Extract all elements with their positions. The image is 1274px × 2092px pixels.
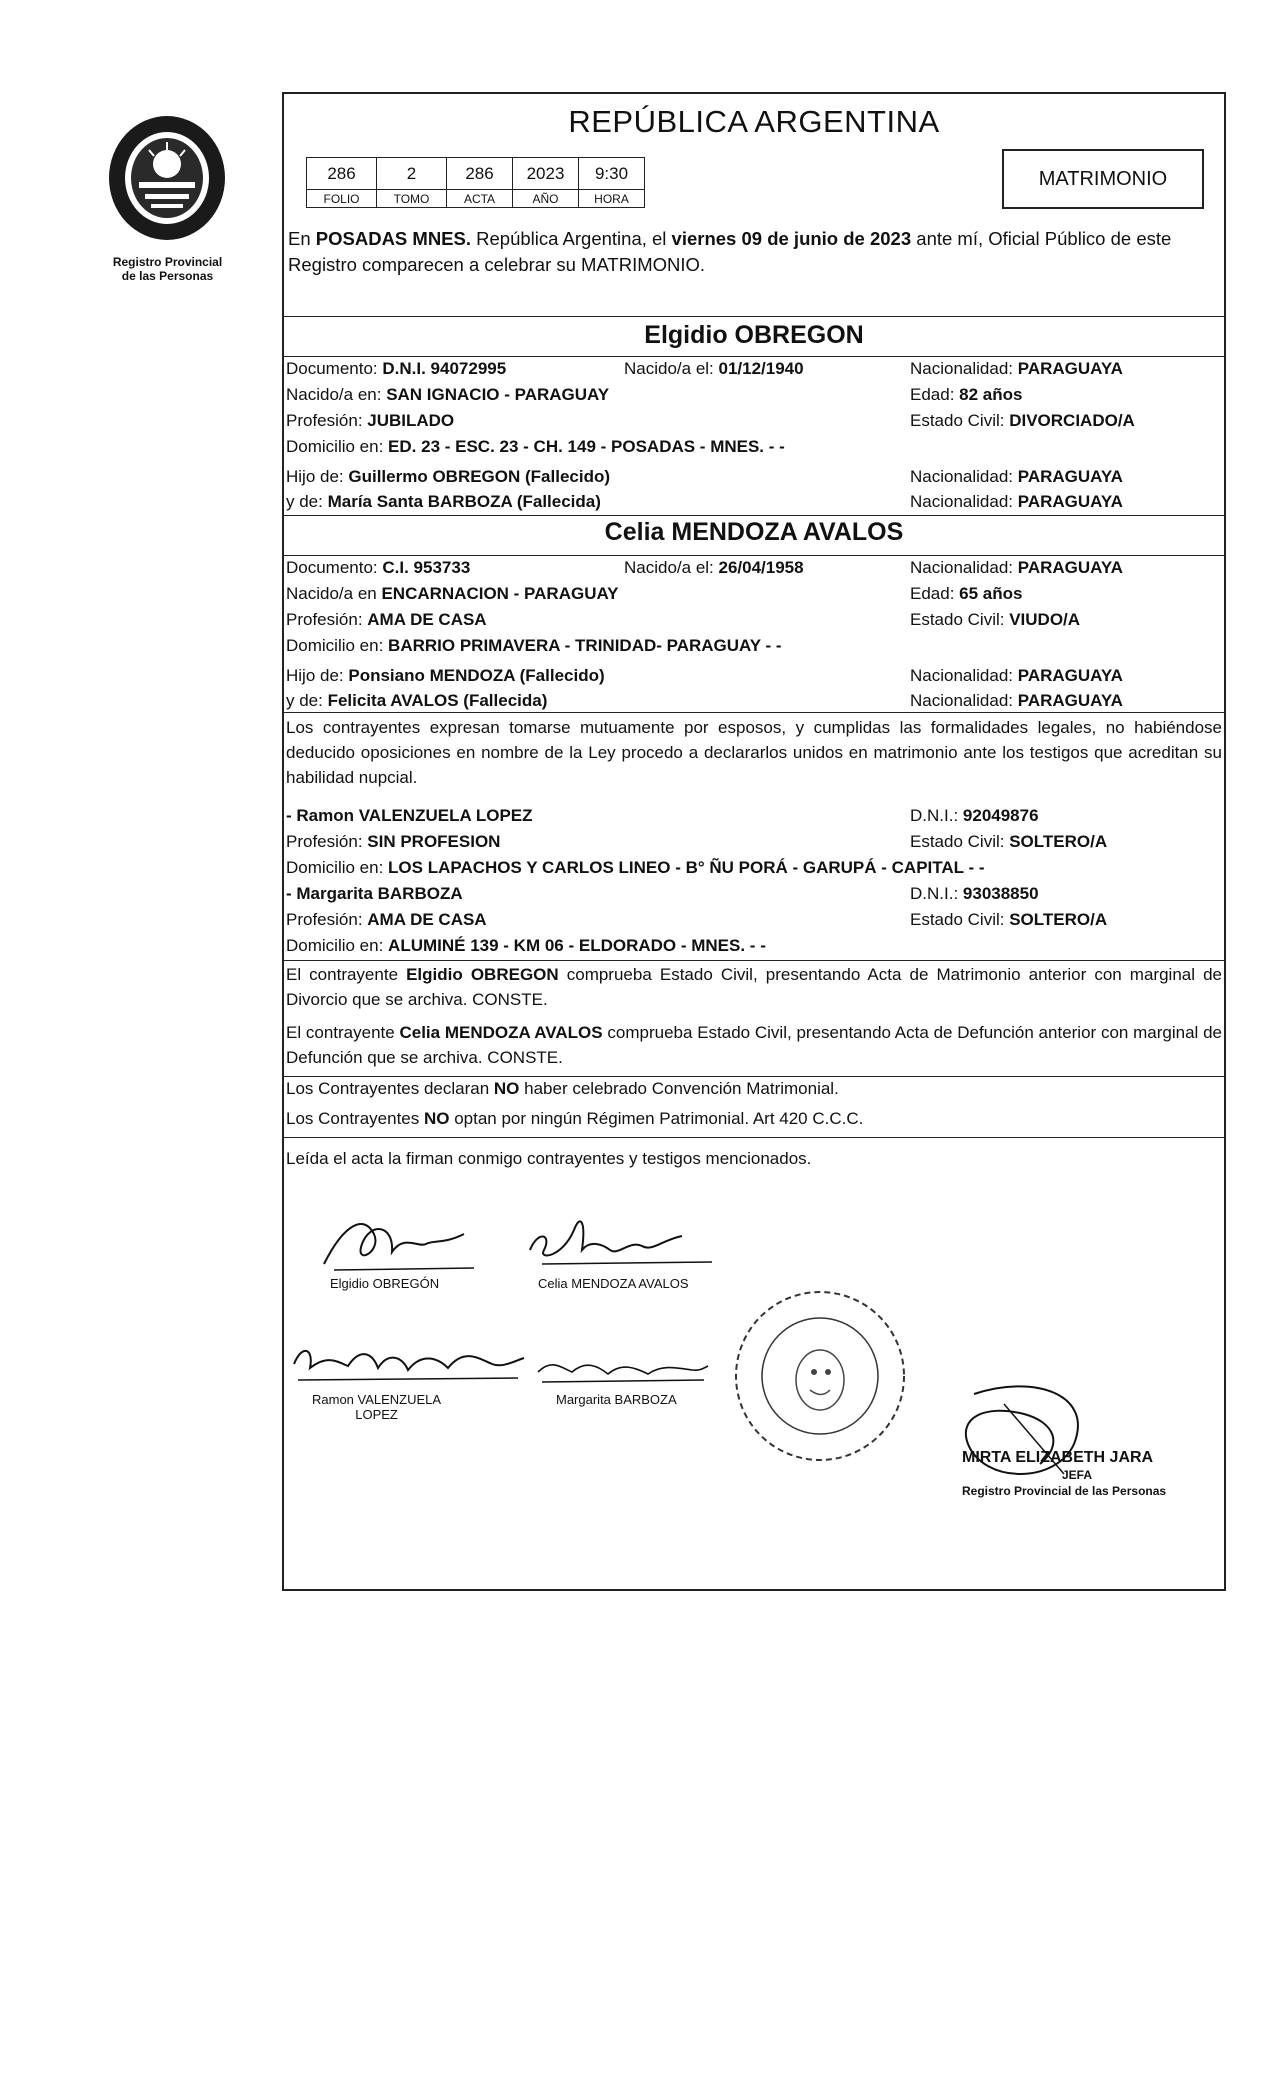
registry-logo xyxy=(100,112,235,283)
contrayente1-mother-nat: PARAGUAYA xyxy=(1017,492,1123,511)
oficial-office: Registro Provincial de las Personas xyxy=(962,1484,1167,1498)
acta-registry-table xyxy=(306,157,645,208)
testigo2-prof: AMA DE CASA xyxy=(367,910,487,929)
registry-stamp-icon xyxy=(730,1286,910,1466)
contrayente2-civil: VIUDO/A xyxy=(1009,610,1081,629)
testigo2-dom: ALUMINÉ 139 - KM 06 - ELDORADO - MNES. - - xyxy=(388,936,766,955)
contrayente2-father: Ponsiano MENDOZA (Fallecido) xyxy=(348,666,605,685)
logo-caption: Registro Provincial de las Personas xyxy=(112,255,223,283)
regimen-line1: Los Contrayentes declaran NO haber celebrado Convención Matrimonial. xyxy=(286,1079,839,1098)
folio-value: 286 xyxy=(307,158,377,190)
acta-label: ACTA xyxy=(447,190,513,208)
contrayente1-father-nat: PARAGUAYA xyxy=(1017,467,1123,486)
anio-value: 2023 xyxy=(513,158,579,190)
contrayente1-father: Guillermo OBREGON (Fallecido) xyxy=(348,467,611,486)
oficial-name: MIRTA ELIZABETH JARA xyxy=(962,1449,1154,1466)
country-title: REPÚBLICA ARGENTINA xyxy=(568,104,940,139)
contrayente1-mother: María Santa BARBOZA (Fallecida) xyxy=(327,492,601,511)
signature-elgidio xyxy=(314,1204,484,1284)
nota-contrayente1: El contrayente Elgidio OBREGON comprueba Estado Civil, presentando Acta de Matrimonio anterior con marginal de Divorcio que se archiva. CONSTE. xyxy=(286,965,1222,1009)
contrayente2-prof: AMA DE CASA xyxy=(367,610,487,629)
contrayente2-dom: BARRIO PRIMAVERA - TRINIDAD- PARAGUAY - - xyxy=(388,636,782,655)
contrayente2-mother-nat: PARAGUAYA xyxy=(1017,691,1123,710)
hora-value: 9:30 xyxy=(579,158,645,190)
contrayente2-bornin: ENCARNACION - PARAGUAY xyxy=(381,584,619,603)
testigo1-dni: 92049876 xyxy=(962,806,1039,825)
testigo1-name: - Ramon VALENZUELA LOPEZ xyxy=(286,806,533,825)
testigo2-dni: 93038850 xyxy=(962,884,1039,903)
signature-label-3: Ramon VALENZUELA LOPEZ xyxy=(312,1392,442,1422)
tomo-value: 2 xyxy=(377,158,447,190)
contrayente1-born: 01/12/1940 xyxy=(718,359,804,378)
signature-celia xyxy=(522,1200,722,1284)
signature-label-4: Margarita BARBOZA xyxy=(556,1392,677,1407)
tomo-label: TOMO xyxy=(377,190,447,208)
contrayente2-born: 26/04/1958 xyxy=(718,558,804,577)
acta-value: 286 xyxy=(447,158,513,190)
signature-label-2: Celia MENDOZA AVALOS xyxy=(538,1276,689,1291)
hora-label: HORA xyxy=(579,190,645,208)
contrayente1-doc: D.N.I. 94072995 xyxy=(382,359,507,378)
contrayente1-nat: PARAGUAYA xyxy=(1017,359,1123,378)
contrayente1-civil: DIVORCIADO/A xyxy=(1009,411,1135,430)
contrayente1-prof: JUBILADO xyxy=(367,411,455,430)
testigo2-civil: SOLTERO/A xyxy=(1009,910,1108,929)
testigo1-dom: LOS LAPACHOS Y CARLOS LINEO - B° ÑU PORÁ - GARUPÁ - CAPITAL - - xyxy=(388,858,985,877)
nota-contrayente2: El contrayente Celia MENDOZA AVALOS comprueba Estado Civil, presentando Acta de Defunción anterior con marginal de Defunción que se archiva. CONSTE. xyxy=(286,1023,1222,1067)
oficial-role: JEFA xyxy=(1062,1468,1093,1482)
contrayente2-doc: C.I. 953733 xyxy=(382,558,471,577)
contrayente2-age: 65 años xyxy=(959,584,1023,603)
contrayente1-section: Documento: D.N.I. 94072995 Nacido/a el: 01/12/1940 Nacionalidad: PARAGUAYA Nacido/a en: SAN IGNACIO - PARAGUAY Edad: 82 años Profesión: JUBILADO Estado Civil: DIVORCIADO/A Domicilio en: ED. 23 - ESC. 23 - CH. 149 - POSADAS - MNES. - - Hijo de: Guillermo OBREGON (Fallecido) Nacionalidad: PARAGUAYA y de: María Santa BARBOZA (Fallecida) Nacionalidad: PARAGUAYA xyxy=(284,356,1224,506)
contrayente2-father-nat: PARAGUAYA xyxy=(1017,666,1123,685)
cierre-text: Leída el acta la firman conmigo contrayentes y testigos mencionados. xyxy=(286,1149,812,1168)
contrayente1-age: 82 años xyxy=(959,385,1023,404)
contrayente1-name: Elgidio OBREGON xyxy=(644,321,864,349)
acta-type-box: MATRIMONIO xyxy=(1002,149,1204,209)
contrayente2-nat: PARAGUAYA xyxy=(1017,558,1123,577)
intro-date: viernes 09 de junio de 2023 xyxy=(671,228,912,249)
divider xyxy=(284,1137,1224,1141)
intro-place: POSADAS MNES. xyxy=(315,228,471,249)
contrayente1-dom: ED. 23 - ESC. 23 - CH. 149 - POSADAS - MNES. - - xyxy=(388,437,785,456)
testigo1-civil: SOLTERO/A xyxy=(1009,832,1108,851)
contrayente1-bornin: SAN IGNACIO - PARAGUAY xyxy=(386,385,610,404)
province-seal-icon xyxy=(105,112,229,244)
acta-frame: REPÚBLICA ARGENTINA 286 2 286 2023 9:30 FOLIO TOMO ACTA AÑO HORA MATRIMONIO En POSADAS MNES. República Argentina, el viernes 09 de junio de 2023 ante mí, Oficial Público de este Registro comparecen a celebrar su MATRIMONIO. Elgidio OBREGON Documento: D.N.I. 94072995 Nacido/a el: 01/12/1940 Nacionalidad: PARAGUAYA Nacido/a en: SAN IGNACIO - PARAGUAY Edad: 82 años Profesión: JUBILADO Estado Civil: DIVORCIADO/A Domicilio en: ED. 23 - ESC. 23 - CH. 149 - POSADAS - MNES. - - Hijo de: Guillermo OBREGON (Fallecido) Nacionalidad: PARAGUAYA y de: María Santa BARBOZA (Fallecida) Nacionalidad: PARAGUAYA Celia MENDOZA AVALOS Documento: C.I. 953733 Nacido/a el: 26/04/1958 Nacionalidad: PARAGUAYA Nacido/a en ENCARNACION - PARAGUAY Edad: 65 años Profesión: AMA DE CASA Estado Civil: VIUDO/A Domicilio en: BARRIO PRIMAVERA - TRINIDAD- PARAGUAY - - Hijo de: Ponsiano MENDOZA (Fallecido) Nacionalidad: PARAGUAYA y de: Felicita AVALOS (Fallecida) Nacionalidad: PARAGUAYA Los contrayentes expresan tomarse mutuamente por esposos, y cumplidas las formalidades legales, no habiéndose deducido oposiciones en nombre de la Ley procedo a declararlos unidos en matrimonio ante los testigos que acreditan su habilidad nupcial. - Ramon VALENZUELA LOPEZ D.N.I.: 92049876 Profesión: SIN PROFESION Estado Civil: SOLTERO/A Domicilio en: LOS LAPACHOS Y CARLOS LINEO - B° ÑU PORÁ - GARUPÁ - CAPITAL - - - Margarita BARBOZA D.N.I.: 93038850 Profesión: AMA DE CASA Estado Civil: SOLTERO/A Domicilio en: ALUMINÉ 139 - KM 06 - ELDORADO - MNES. - - El contrayente Elgidio OBREGON comprueba Estado Civil, presentando Acta de Matrimonio anterior con marginal de Divorcio que se archiva. CONSTE. El contrayente Celia MENDOZA AVALOS comprueba Estado Civil, presentando Acta de Defunción anterior con marginal de Defunción que se archiva. CONSTE. Los Contrayentes declaran NO haber celebrado Convención Matrimonial. Los Contrayentes NO optan por ningún Régimen Patrimonial. Art 420 C.C.C. Leída el acta la firman conmigo contrayentes y testigos mencionados. Elgidio OBREGÓN Celia MENDOZA AVALOS Ramon VALENZUELA LOPEZ Margarita BARBOZA MIRTA ELIZABETH JARA JEFA Registro Provincial de las Personas xyxy=(282,92,1226,1591)
contrayente2-mother: Felicita AVALOS (Fallecida) xyxy=(327,691,548,710)
testigo1-prof: SIN PROFESION xyxy=(367,832,501,851)
regimen-line2: Los Contrayentes NO optan por ningún Régimen Patrimonial. Art 420 C.C.C. xyxy=(286,1109,864,1128)
contrayente2-section: Documento: C.I. 953733 Nacido/a el: 26/04/1958 Nacionalidad: PARAGUAYA Nacido/a en ENCARNACION - PARAGUAY Edad: 65 años Profesión: AMA DE CASA Estado Civil: VIUDO/A Domicilio en: BARRIO PRIMAVERA - TRINIDAD- PARAGUAY - - Hijo de: Ponsiano MENDOZA (Fallecido) Nacionalidad: PARAGUAYA y de: Felicita AVALOS (Fallecida) Nacionalidad: PARAGUAYA xyxy=(284,555,1224,705)
folio-label: FOLIO xyxy=(307,190,377,208)
anio-label: AÑO xyxy=(513,190,579,208)
signature-margarita xyxy=(532,1338,712,1394)
divider xyxy=(284,316,1224,320)
signature-label-1: Elgidio OBREGÓN xyxy=(330,1276,440,1291)
declaracion-paragraph: Los contrayentes expresan tomarse mutuamente por esposos, y cumplidas las formalidades legales, no habiéndose deducido oposiciones en nombre de la Ley procedo a declararlos unidos en matrimonio ante los testigos que acreditan su habilidad nupcial. xyxy=(286,718,1222,787)
testigo2-name: - Margarita BARBOZA xyxy=(286,884,463,903)
signature-ramon xyxy=(288,1334,528,1394)
contrayente2-name: Celia MENDOZA AVALOS xyxy=(604,518,904,546)
intro-paragraph: En POSADAS MNES. República Argentina, el viernes 09 de junio de 2023 ante mí, Oficial Público de este Registro comparecen a celebrar su MATRIMONIO. xyxy=(288,228,1172,275)
